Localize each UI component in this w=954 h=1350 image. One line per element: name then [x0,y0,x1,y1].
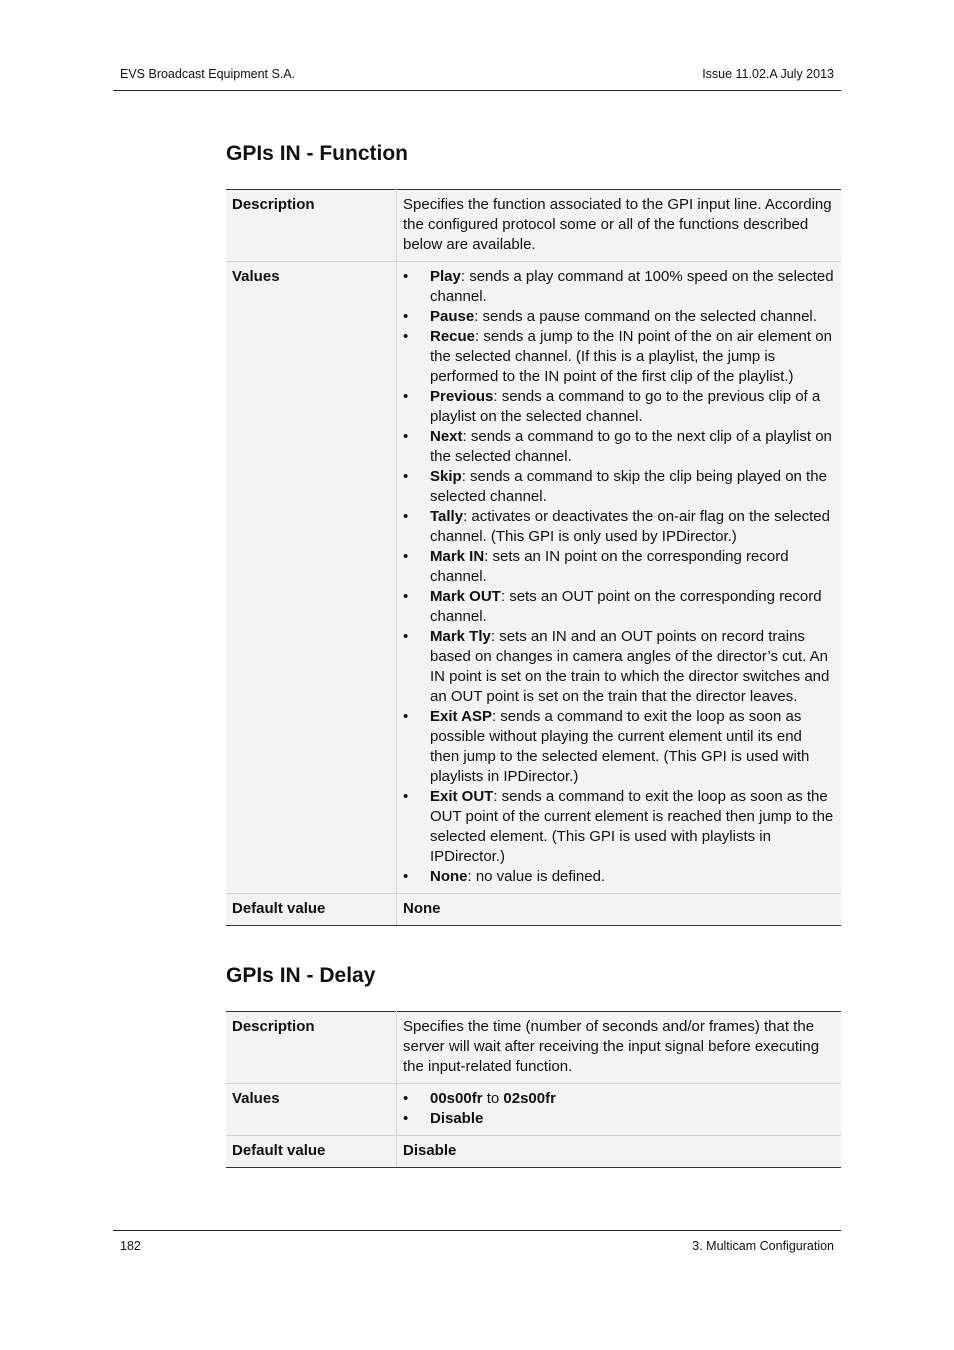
values-cell [397,1084,842,1136]
value-name: Play [430,268,461,285]
list-item [403,1089,835,1109]
value-name: Next [430,428,463,445]
value-name: Tally [430,508,464,525]
list-item [403,427,835,467]
row-label: Default value [226,1136,397,1168]
table-row [226,262,841,894]
list-item [403,387,835,427]
row-label: Description [226,1012,397,1084]
list-item [403,627,835,707]
value-text: : sends a jump to the IN point of the on air element on the selected channel. (If this is a playlist, the jump is performed to the IN point of the first clip of the playlist.) [430,328,832,385]
value-text: : sets an OUT point on the corresponding record channel. [430,588,822,625]
section-title-gpi-delay: GPIs IN - Delay [226,964,376,987]
value-text: : sends a command to go to the previous clip of a playlist on the selected channel. [430,388,821,425]
gpi-function-table [226,189,841,926]
bullet: • [403,508,409,525]
value-name: None [430,868,468,885]
value-name: Pause [430,308,475,325]
row-label: Values [226,262,397,894]
page-footer [113,1230,841,1253]
value-name: Previous [430,388,494,405]
page-number: 182 [120,1239,141,1253]
list-item [403,707,835,787]
default-value: None [397,894,842,926]
value-text: : sends a play command at 100% speed on the selected channel. [430,268,834,305]
bullet: • [403,468,409,485]
header-company: EVS Broadcast Equipment S.A. [120,67,296,81]
range-sep: to [482,1090,504,1107]
value-name: Exit ASP [430,708,492,725]
header-issue: Issue 11.02.A July 2013 [702,67,834,81]
value-text: : sends a command to exit the loop as soon as possible without playing the current element until its end then jump to the selected element. (This GPI is used with playlists in IPDirector.) [430,708,810,785]
bullet: • [403,628,409,645]
bullet: • [403,548,409,565]
values-list [403,1089,835,1129]
bullet: • [403,1090,409,1107]
bullet: • [403,268,409,285]
list-item [403,547,835,587]
description-text: Specifies the function associated to the GPI input line. According the configured protocol some or all of the functions described below are available. [397,190,842,262]
list-item [403,787,835,867]
value-name: Recue [430,328,476,345]
value-text: : sets an IN point on the corresponding record channel. [430,548,789,585]
bullet: • [403,428,409,445]
list-item [403,587,835,627]
range-from: 00s00fr [430,1090,483,1107]
bullet: • [403,788,409,805]
bullet: • [403,308,409,325]
bullet: • [403,328,409,345]
value-name: Mark OUT [430,588,501,605]
value-name: Exit OUT [430,788,494,805]
row-label: Values [226,1084,397,1136]
table-row [226,894,841,926]
value-text: : sends a command to go to the next clip of a playlist on the selected channel. [430,428,832,465]
value-text: : sends a command to skip the clip being played on the selected channel. [430,468,827,505]
list-item [403,467,835,507]
default-value: Disable [397,1136,842,1168]
section-title-gpi-function: GPIs IN - Function [226,142,408,165]
value-text: : sends a pause command on the selected channel. [474,308,817,325]
range-to: 02s00fr [503,1090,556,1107]
value-name: Mark IN [430,548,485,565]
value-name: Mark Tly [430,628,491,645]
disable-value: Disable [430,1110,484,1127]
value-name: Skip [430,468,462,485]
list-item [403,267,835,307]
list-item [403,307,835,327]
page-header [113,64,841,91]
bullet: • [403,588,409,605]
table-row [226,1012,841,1084]
row-label: Default value [226,894,397,926]
list-item [403,327,835,387]
values-list [403,267,835,887]
bullet: • [403,868,409,885]
value-text: : sets an IN and an OUT points on record trains based on changes in camera angles of the director’s cut. An IN point is set on the train to which the director switches and an OUT point is set on the train that the director leaves. [430,628,830,705]
table-row [226,1136,841,1168]
description-text: Specifies the time (number of seconds and/or frames) that the server will wait after receiving the input signal before executing the input-related function. [397,1012,842,1084]
bullet: • [403,1110,409,1127]
values-cell [397,262,842,894]
list-item [403,867,835,887]
value-text: : no value is defined. [467,868,606,885]
bullet: • [403,388,409,405]
chapter-title: 3. Multicam Configuration [692,1239,834,1253]
list-item [403,507,835,547]
value-text: : sends a command to exit the loop as soon as the OUT point of the current element is reached then jump to the selected element. (This GPI is used with playlists in IPDirector.) [430,788,834,865]
row-label: Description [226,190,397,262]
list-item [403,1109,835,1129]
bullet: • [403,708,409,725]
table-row [226,1084,841,1136]
value-text: : activates or deactivates the on-air flag on the selected channel. (This GPI is only used by IPDirector.) [430,508,830,545]
gpi-delay-table [226,1011,841,1168]
table-row [226,190,841,262]
